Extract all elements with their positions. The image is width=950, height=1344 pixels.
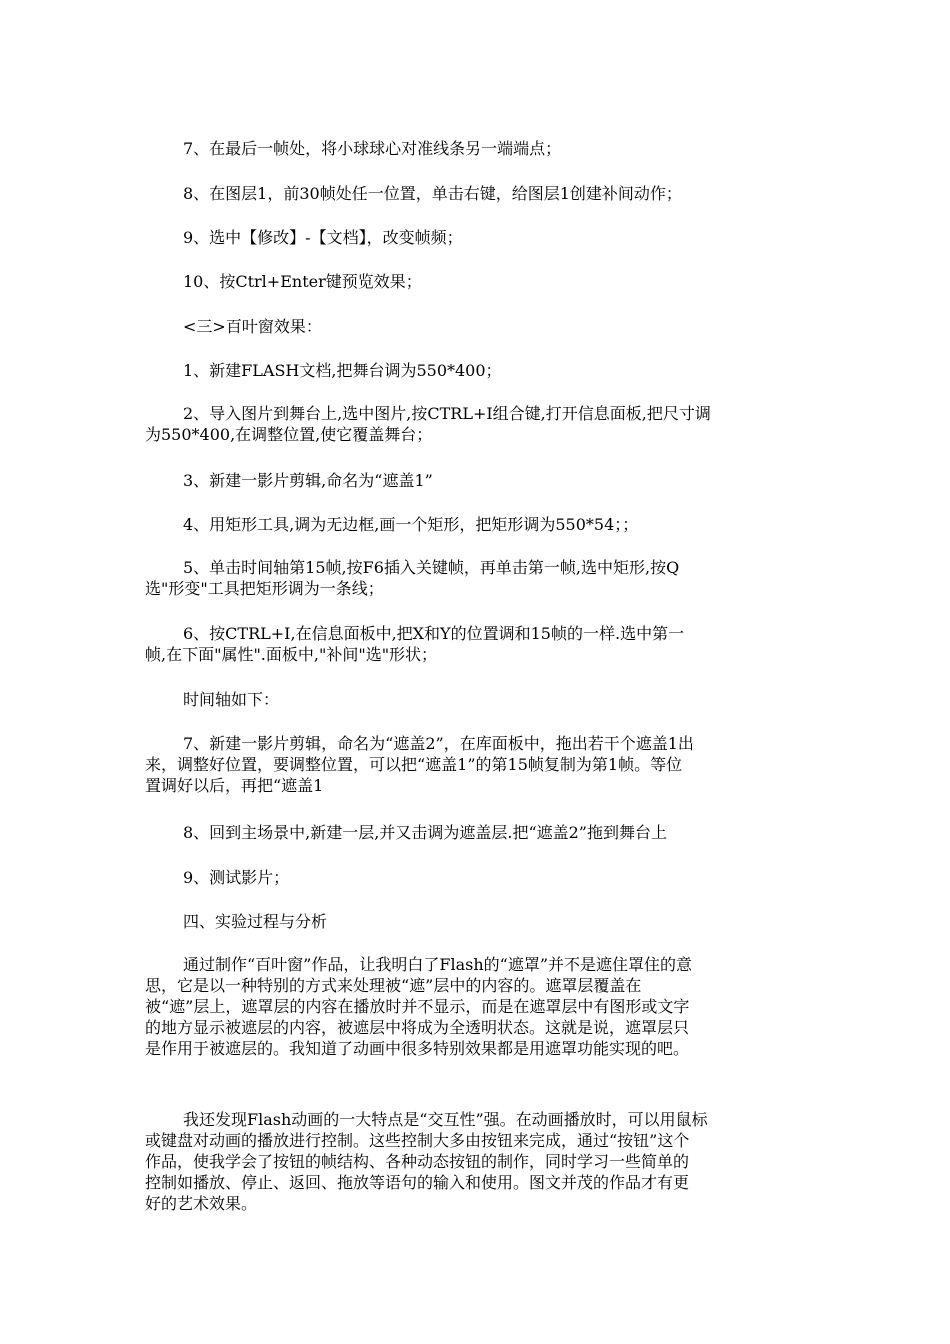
paragraph-blinds-step-1 — [145, 360, 807, 381]
paragraph-line: 8、回到主场景中,新建一层,并又击调为遮盖层.把“遮盖2”拖到舞台上 — [183, 823, 667, 842]
paragraph-line: 被“遮”层上，遮罩层的内容在播放时并不显示，而是在遮罩层中有图形或文字 — [145, 997, 690, 1016]
paragraph-line: 1、新建FLASH文档,把舞台调为550*400； — [183, 361, 502, 380]
paragraph-blinds-step-2 — [145, 403, 807, 445]
paragraph-line: 5、单击时间轴第15帧,按F6插入关键帧，再单击第一帧,选中矩形,按Q — [183, 558, 680, 577]
paragraph-line: 4、用矩形工具,调为无边框,画一个矩形，把矩形调为550*54；； — [183, 515, 639, 534]
paragraph-step-9-change-frame-rate — [145, 227, 807, 248]
paragraph-line: 2、导入图片到舞台上,选中图片,按CTRL+I组合键,打开信息面板,把尺寸调 — [183, 404, 711, 423]
paragraph-line: 选"形变"工具把矩形调为一条线； — [145, 579, 384, 598]
paragraph-step-7-align-ball — [145, 138, 807, 159]
paragraph-line: 7、在最后一帧处，将小球球心对准线条另一端端点； — [183, 139, 562, 158]
paragraph-blinds-step-7 — [145, 733, 807, 796]
paragraph-step-8-create-tween — [145, 183, 807, 204]
paragraph-line: 作品，使我学会了按钮的帧结构、各种动态按钮的制作，同时学习一些简单的 — [145, 1152, 690, 1171]
paragraph-line: 或键盘对动画的播放进行控制。这些控制大多由按钮来完成，通过“按钮”这个 — [145, 1131, 690, 1150]
paragraph-blinds-step-4 — [145, 514, 807, 535]
paragraph-blinds-step-6 — [145, 623, 807, 665]
paragraph-line: 我还发现Flash动画的一大特点是“交互性”强。在动画播放时，可以用鼠标 — [183, 1110, 708, 1129]
paragraph-blinds-step-3 — [145, 470, 807, 491]
paragraph-line: 是作用于被遮层的。我知道了动画中很多特别效果都是用遮罩功能实现的吧。 — [145, 1039, 690, 1058]
paragraph-line: 时间轴如下： — [183, 690, 280, 709]
paragraph-line: <三>百叶窗效果： — [183, 317, 322, 336]
paragraph-step-10-preview — [145, 271, 807, 292]
paragraph-section-4-heading — [145, 911, 807, 932]
paragraph-line: 好的艺术效果。 — [145, 1194, 258, 1213]
paragraph-blinds-step-5 — [145, 557, 807, 599]
paragraph-line: 6、按CTRL+I,在信息面板中,把X和Y的位置调和15帧的一样.选中第一 — [183, 624, 685, 643]
paragraph-analysis-paragraph-1 — [145, 954, 807, 1059]
paragraph-line: 9、选中【修改】-【文档】，改变帧频； — [183, 228, 463, 247]
paragraph-section-blinds-effect — [145, 316, 807, 337]
paragraph-line: 的地方显示被遮层的内容，被遮层中将成为全透明状态。这就是说，遮罩层只 — [145, 1018, 690, 1037]
paragraph-analysis-paragraph-2 — [145, 1109, 807, 1214]
paragraph-line: 7、新建一影片剪辑，命名为“遮盖2”，在库面板中，拖出若干个遮盖1出 — [183, 734, 694, 753]
paragraph-line: 3、新建一影片剪辑,命名为“遮盖1” — [183, 471, 433, 490]
paragraph-line: 置调好以后，再把“遮盖1 — [145, 776, 324, 795]
paragraph-line: 8、在图层1，前30帧处任一位置，单击右键，给图层1创建补间动作； — [183, 184, 682, 203]
paragraph-line: 10、按Ctrl+Enter键预览效果； — [183, 272, 422, 291]
paragraph-timeline-note — [145, 689, 807, 710]
paragraph-line: 帧,在下面"属性".面板中,"补间"选"形状； — [145, 645, 438, 664]
paragraph-blinds-step-8 — [145, 822, 807, 843]
paragraph-blinds-step-9 — [145, 867, 807, 888]
paragraph-line: 来，调整好位置，要调整位置，可以把“遮盖1”的第15帧复制为第1帧。等位 — [145, 755, 683, 774]
paragraph-line: 思，它是以一种特别的方式来处理被“遮”层中的内容的。遮罩层覆盖在 — [145, 976, 642, 995]
paragraph-line: 通过制作“百叶窗”作品，让我明白了Flash的“遮罩”并不是遮住罩住的意 — [183, 955, 692, 974]
paragraph-line: 四、实验过程与分析 — [183, 912, 328, 931]
paragraph-line: 9、测试影片； — [183, 868, 290, 887]
paragraph-line: 为550*400,在调整位置,使它覆盖舞台； — [145, 425, 433, 444]
paragraph-line: 控制如播放、停止、返回、拖放等语句的输入和使用。图文并茂的作品才有更 — [145, 1173, 690, 1192]
